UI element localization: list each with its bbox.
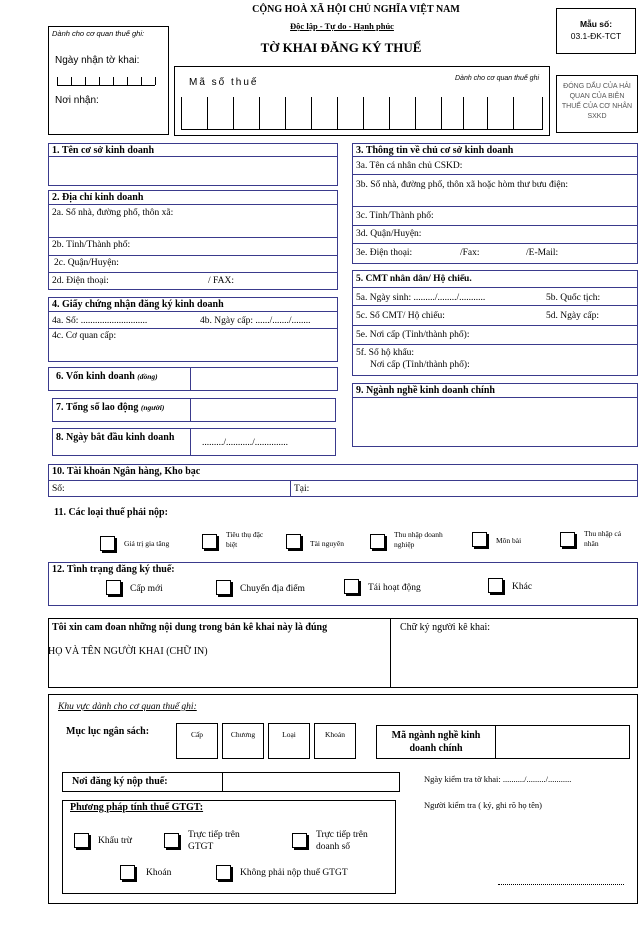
license-agency-label: 4c. Cơ quan cấp: (52, 331, 117, 341)
section-1-title: 1. Tên cơ sở kinh doanh (52, 145, 155, 156)
nation-title: CỘNG HOÀ XÃ HỘI CHỦ NGHĨA VIỆT NAM (252, 4, 460, 15)
method-direct-vat-checkbox[interactable] (164, 833, 179, 848)
owner-district-label: 3d. Quận/Huyện: (356, 229, 422, 239)
section-6-unit: (đồng) (137, 372, 158, 381)
bank-name-label: Tại: (294, 484, 310, 494)
status-reactivate-label: Tái hoạt động (368, 583, 421, 593)
license-number-label: 4a. Số: ............................ (52, 316, 148, 326)
budget-col-2[interactable] (222, 723, 264, 759)
address-fax-label: / FAX: (208, 276, 234, 286)
section-2-title: 2. Địa chỉ kinh doanh (52, 192, 144, 203)
method-lump-sum-checkbox[interactable] (120, 865, 135, 880)
status-other-checkbox[interactable] (488, 578, 503, 593)
owner-email-label: /E-Mail: (526, 248, 559, 258)
address-phone-label: 2d. Điện thoại: (52, 276, 109, 286)
stamp-note: ĐÓNG DẤU CỦA HẢI QUAN CỦA BIÊN THUẾ CỦA CƠ NHÂN SXKD (561, 83, 633, 120)
section-7-title (56, 402, 164, 413)
received-place-label: Nơi nhận: (55, 95, 99, 106)
section-7-label: 7. Tổng số lao động (56, 402, 139, 413)
tax-resource-checkbox[interactable] (286, 534, 301, 549)
tax-code-digit-cells[interactable] (181, 97, 543, 130)
owner-fax-label: /Fax: (460, 248, 480, 258)
method-direct-revenue-label: Trực tiếp trên doanh số (316, 830, 368, 852)
tax-code-agency-note: Dành cho cơ quan thuế ghi (455, 75, 540, 82)
budget-col-1-label: Cấp (190, 730, 204, 739)
section-5-title: 5. CMT nhân dân/ Hộ chiếu. (356, 274, 472, 284)
reg-place-label: Nơi đăng ký nộp thuế: (72, 776, 168, 787)
method-exempt-checkbox[interactable] (216, 865, 231, 880)
owner-city-label: 3c. Tỉnh/Thành phố: (356, 211, 434, 221)
section-10-title: 10. Tài khoản Ngân hàng, Kho bạc (52, 466, 201, 477)
budget-col-2-label: Chương (230, 730, 256, 739)
check-date-label: Ngày kiểm tra tờ khai: ........../........./........... (424, 774, 572, 784)
form-code-box (556, 8, 636, 54)
household-place-label: Nơi cấp (Tỉnh/thành phố): (370, 360, 470, 370)
status-relocate-checkbox[interactable] (216, 580, 231, 595)
address-city-label: 2b. Tỉnh/Thành phố: (52, 240, 131, 250)
section-11-title: 11. Các loại thuế phải nộp: (54, 507, 168, 518)
agency-area-caption: Khu vực dành cho cơ quan thuế ghi: (58, 702, 197, 712)
method-deduction-checkbox[interactable] (74, 833, 89, 848)
vat-method-title: Phương pháp tính thuế GTGT: (70, 802, 204, 813)
page-title: TỜ KHAI ĐĂNG KÝ THUẾ (260, 40, 422, 55)
industry-code-label: Mã ngành nghề kinh doanh chính (391, 730, 481, 754)
section-6-label: 6. Vốn kinh doanh (56, 371, 135, 382)
section-3-title: 3. Thông tin về chủ cơ sở kinh doanh (356, 145, 514, 156)
received-date-label: Ngày nhận tờ khai: (55, 55, 140, 66)
method-direct-vat-label: Trực tiếp trên GTGT (188, 830, 240, 852)
form-code: 03.1-ĐK-TCT (570, 31, 622, 41)
motto: Độc lập - Tự do - Hạnh phúc (290, 21, 394, 31)
budget-label: Mục lục ngân sách: (66, 726, 150, 737)
employee-count-field[interactable] (192, 400, 334, 420)
main-industry-field[interactable] (354, 399, 636, 445)
start-date-field[interactable]: ........./.........../.............. (202, 438, 289, 448)
received-date-field[interactable] (57, 71, 155, 86)
budget-col-1[interactable] (176, 723, 218, 759)
form-code-label: Mẫu số: (579, 19, 613, 29)
tax-personal-income-label: Thu nhập cá nhân (584, 529, 622, 548)
address-street-label: 2a. Số nhà, đường phố, thôn xã: (52, 208, 174, 218)
owner-address-label: 3b. Số nhà, đường phố, thôn xã hoặc hòm thư bưu điện: (356, 180, 569, 190)
household-label: 5f. Số hộ khẩu: (356, 348, 415, 358)
section-4-title: 4. Giấy chứng nhận đăng ký kinh doanh (52, 299, 224, 310)
license-date-label: 4b. Ngày cấp: ....../......./........ (200, 316, 311, 326)
signature-field[interactable] (392, 636, 636, 686)
tax-corporate-label: Thu nhập doanh nghiệp (394, 530, 443, 549)
account-number-label: Số: (52, 484, 65, 494)
business-name-field[interactable] (50, 158, 336, 184)
budget-col-4-label: Khoản (325, 730, 345, 739)
signature-label: Chữ ký người kê khai: (400, 622, 491, 633)
section-12-title: 12. Tình trạng đăng ký thuế: (52, 564, 175, 575)
nationality-label: 5b. Quốc tịch: (546, 293, 601, 303)
id-date-label: 5d. Ngày cấp: (546, 311, 600, 321)
capital-field[interactable] (192, 369, 336, 389)
method-direct-revenue-checkbox[interactable] (292, 833, 307, 848)
tax-corporate-checkbox[interactable] (370, 534, 385, 549)
declarant-name-label: HỌ VÀ TÊN NGƯỜI KHAI (CHỮ IN) (48, 646, 208, 657)
tax-license-checkbox[interactable] (472, 532, 487, 547)
tax-vat-label: Giá trị gia tăng (124, 539, 170, 548)
status-other-label: Khác (512, 582, 533, 592)
section-9-title: 9. Ngành nghề kinh doanh chính (356, 385, 495, 396)
checker-signature-line[interactable] (498, 884, 624, 885)
checker-label: Người kiểm tra ( ký, ghi rõ họ tên) (424, 800, 542, 810)
declaration-text: Tôi xin cam đoan những nội dung trong bản kê khai này là đúng (52, 622, 328, 633)
stamp-note-box (556, 75, 638, 133)
budget-col-3[interactable] (268, 723, 310, 759)
agency-received-box (48, 26, 169, 135)
section-6-title (56, 371, 158, 382)
section-8-title: 8. Ngày bắt đầu kinh doanh (56, 432, 175, 443)
industry-code-field[interactable] (497, 727, 628, 757)
method-exempt-label: Không phải nộp thuế GTGT (240, 868, 348, 878)
tax-excise-label: Tiêu thụ đặc biệt (226, 530, 264, 549)
tax-resource-label: Tài nguyên (310, 539, 344, 548)
birth-date-label: 5a. Ngày sinh: ........./......../........... (356, 293, 486, 303)
budget-col-3-label: Loại (282, 730, 296, 739)
reg-place-field[interactable] (224, 774, 398, 790)
agency-caption: Dành cho cơ quan thuế ghi: (52, 29, 145, 38)
budget-col-4[interactable] (314, 723, 356, 759)
id-place-label: 5e. Nơi cấp (Tỉnh/thành phố): (356, 330, 470, 340)
tax-personal-income-checkbox[interactable] (560, 532, 575, 547)
address-district-label: 2c. Quận/Huyện: (54, 258, 119, 268)
method-lump-sum-label: Khoán (146, 868, 172, 878)
status-new-checkbox[interactable] (106, 580, 121, 595)
method-deduction-label: Khấu trừ (98, 836, 132, 846)
status-reactivate-checkbox[interactable] (344, 579, 359, 594)
owner-name-label: 3a. Tên cá nhân chủ CSKD: (356, 161, 463, 171)
section-7-unit: (người) (140, 403, 165, 412)
tax-code-label: Mã số thuế (189, 77, 259, 88)
tax-vat-checkbox[interactable] (100, 536, 115, 551)
tax-code-box (174, 66, 550, 136)
id-number-label: 5c. Số CMT/ Hộ chiếu: (356, 311, 445, 321)
status-new-label: Cấp mới (130, 584, 163, 594)
tax-excise-checkbox[interactable] (202, 534, 217, 549)
owner-phone-label: 3e. Điện thoại: (356, 248, 413, 258)
status-relocate-label: Chuyển địa điểm (240, 584, 305, 594)
tax-license-label: Môn bài (496, 536, 522, 545)
